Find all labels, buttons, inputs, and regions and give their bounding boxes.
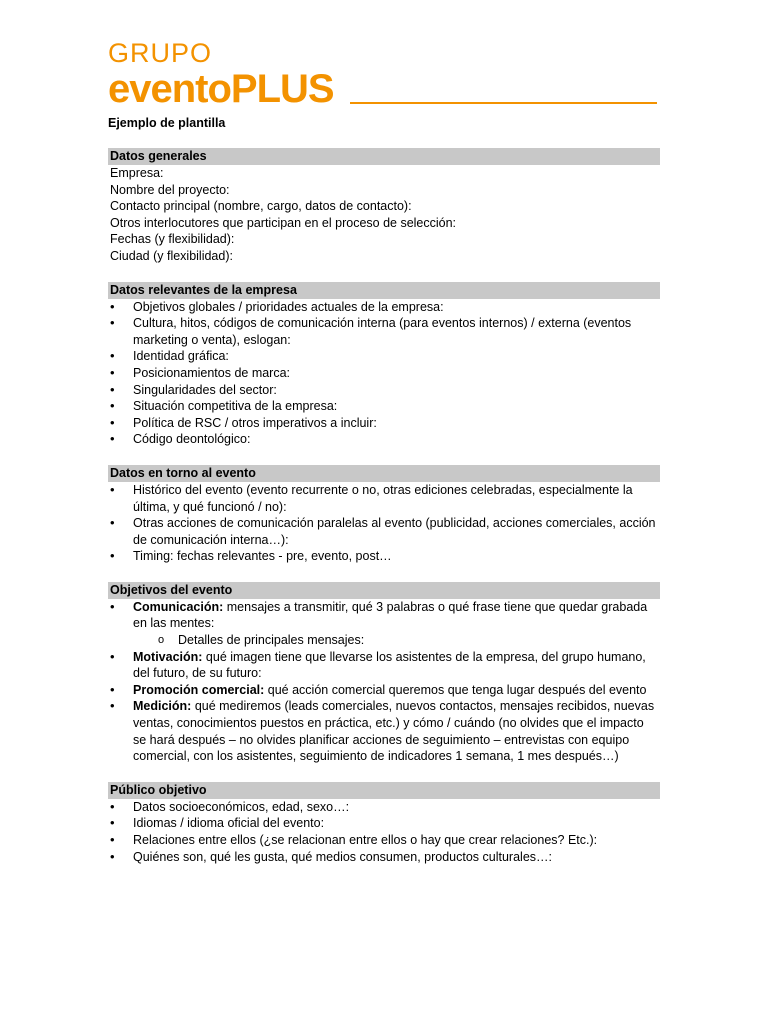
section-datos-empresa — [108, 282, 660, 448]
item-text: qué imagen tiene que llevarse los asistentes de la empresa, del grupo humano, del futuro, de su futuro: — [133, 649, 646, 681]
field-line: Contacto principal (nombre, cargo, datos de contacto): — [110, 199, 412, 214]
list-item: • Timing: fechas relevantes - pre, evento, post… — [108, 548, 660, 565]
company-logo — [108, 40, 334, 109]
section-heading: Datos generales — [108, 148, 660, 165]
list-item: • Quiénes son, qué les gusta, qué medios consumen, productos culturales…: — [108, 849, 660, 866]
list-item — [108, 649, 660, 682]
section-datos-evento — [108, 465, 660, 565]
section-objetivos — [108, 582, 660, 765]
list-item: • Cultura, hitos, códigos de comunicación interna (para eventos internos) / externa (eventos marketing o venta), eslogan: — [108, 315, 660, 348]
section-heading: Objetivos del evento — [108, 582, 660, 599]
list-item: • Singularidades del sector: — [108, 382, 660, 399]
sub-list-item: o Detalles de principales mensajes: — [108, 632, 660, 649]
list-item — [108, 682, 660, 699]
list-item: • Objetivos globales / prioridades actuales de la empresa: — [108, 299, 660, 316]
field-line: Nombre del proyecto: — [110, 182, 230, 197]
page-subtitle: Ejemplo de plantilla — [108, 116, 226, 130]
field-line: Fechas (y flexibilidad): — [110, 232, 235, 247]
bullet-list — [108, 799, 660, 865]
section-publico — [108, 782, 660, 865]
bullet-list — [108, 482, 660, 565]
item-text: mensajes a transmitir, qué 3 palabras o qué frase tiene que quedar grabada en las mentes: — [133, 599, 648, 631]
item-text: qué acción comercial queremos que tenga lugar después del evento — [264, 682, 647, 697]
section-heading: Datos relevantes de la empresa — [108, 282, 660, 299]
list-item: • Código deontológico: — [108, 431, 660, 448]
item-label: Promoción comercial: — [133, 682, 265, 697]
list-item: • Política de RSC / otros imperativos a incluir: — [108, 415, 660, 432]
document-body — [108, 115, 660, 882]
list-item — [108, 599, 660, 632]
list-item: • Posicionamientos de marca: — [108, 365, 660, 382]
list-item — [108, 698, 660, 764]
list-item: • Situación competitiva de la empresa: — [108, 398, 660, 415]
logo-main-text: eventoPLUS — [108, 67, 334, 111]
bullet-list — [108, 299, 660, 448]
list-item: • Idiomas / idioma oficial del evento: — [108, 815, 660, 832]
item-text: qué mediremos (leads comerciales, nuevos contactos, mensajes recibidos, nuevas ventas, conocimientos puestos en práctica, etc.) y cómo / cuándo (no olvides que el impacto se hará después – no olvides planificar acciones de seguimiento – entrevistas con equipo comercial, con los asistentes, seguimiento de indicadores 1 semana, 1 mes después…) — [133, 699, 655, 764]
field-line: Empresa: — [110, 166, 164, 180]
list-item: • Datos socioeconómicos, edad, sexo…: — [108, 799, 660, 816]
item-label: Medición: — [133, 699, 192, 714]
field-line: Ciudad (y flexibilidad): — [110, 248, 233, 263]
section-heading: Datos en torno al evento — [108, 465, 660, 482]
list-item: • Identidad gráfica: — [108, 348, 660, 365]
item-label: Comunicación: — [133, 599, 224, 614]
bullet-list — [108, 599, 660, 765]
list-item: • Relaciones entre ellos (¿se relacionan entre ellos o hay que crear relaciones? Etc.): — [108, 832, 660, 849]
field-line: Otros interlocutores que participan en el proceso de selección: — [110, 215, 457, 230]
logo-underline — [350, 102, 657, 104]
section-heading: Público objetivo — [108, 782, 660, 799]
logo-grupo-text: GRUPO — [108, 38, 213, 68]
list-item: • Otras acciones de comunicación paralelas al evento (publicidad, acciones comerciales, acción de comunicación interna…): — [108, 515, 660, 548]
section-datos-generales — [108, 148, 660, 265]
item-label: Motivación: — [133, 649, 203, 664]
list-item: • Histórico del evento (evento recurrente o no, otras ediciones celebradas, especialmente la última, y qué funcionó / no): — [108, 482, 660, 515]
